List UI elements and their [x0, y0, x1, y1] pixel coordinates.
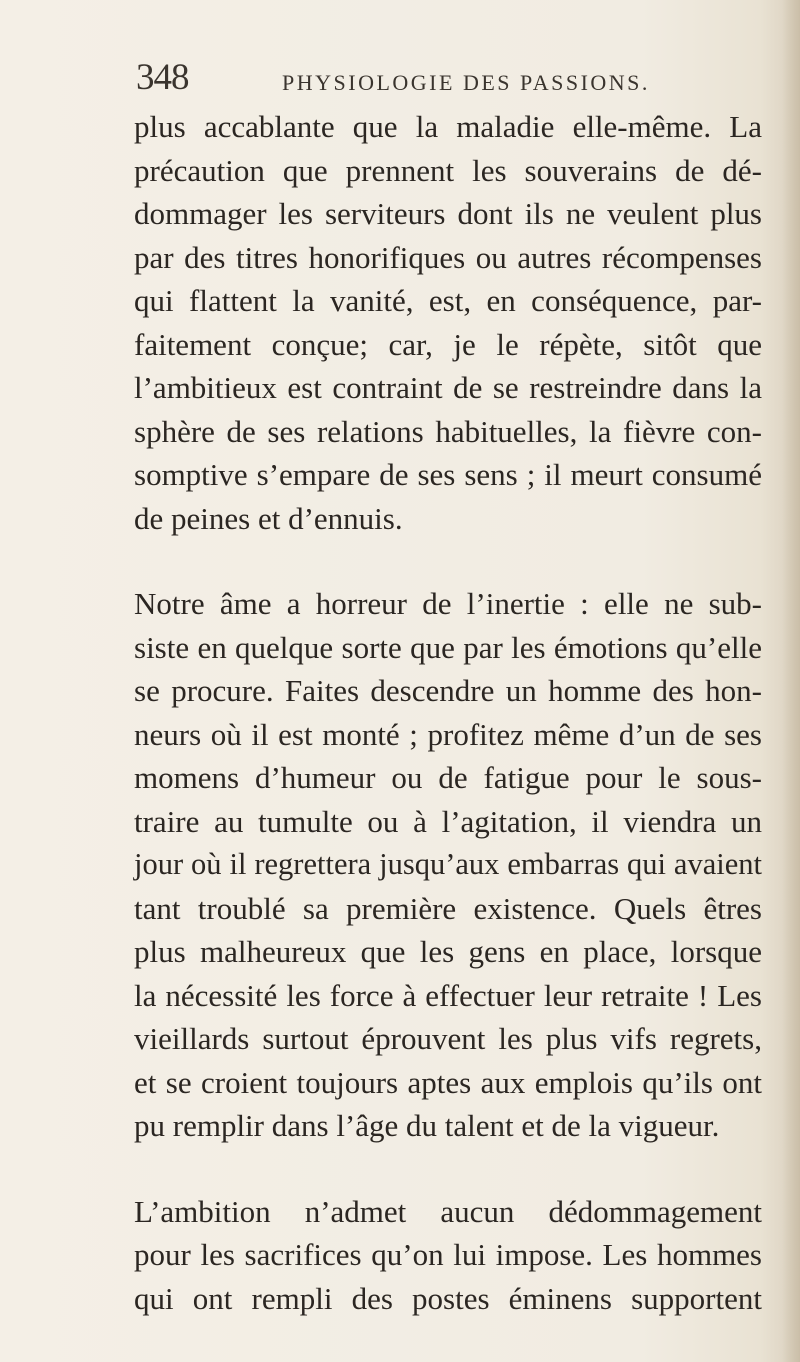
text-line: qui ont rempli des postes éminens supportent [134, 1280, 762, 1316]
text-line: siste en quelque sorte que par les émotions qu’elle [134, 629, 762, 665]
paragraph-3 [134, 1190, 762, 1321]
text-line: tant troublé sa première existence. Quels êtres [134, 890, 762, 926]
text-line: qui flattent la vanité, est, en conséquence, par- [134, 283, 762, 318]
text-line: L’ambition n’admet aucun dédommagement [134, 1193, 762, 1229]
text-line: de peines et d’ennuis. [134, 500, 403, 536]
text-line: momens d’humeur ou de fatigue pour le sous- [134, 760, 762, 795]
page-edge-shadow [782, 0, 800, 1362]
text-line: l’ambitieux est contraint de se restreindre dans la [134, 370, 762, 405]
running-title: PHYSIOLOGIE DES PASSIONS. [282, 70, 650, 95]
text-line: vieillards surtout éprouvent les plus vifs regrets, [134, 1021, 762, 1056]
paragraph-gap [134, 540, 762, 582]
text-line: plus accablante que la maladie elle-même. La [134, 109, 762, 144]
text-line: et se croient toujours aptes aux emplois qu’ils ont [134, 1064, 762, 1100]
text-line: jour où il regrettera jusqu’aux embarras qui avaient [134, 847, 762, 881]
text-line: précaution que prennent les souverains de dé- [134, 152, 762, 188]
text-line: la nécessité les force à effectuer leur retraite ! Les [134, 977, 762, 1013]
text-line: faitement conçue; car, je le répète, sitôt que [134, 326, 762, 362]
text-line: traire au tumulte ou à l’agitation, il viendra un [134, 803, 762, 839]
text-line: par des titres honorifiques ou autres récompenses [134, 239, 762, 275]
body-text [134, 105, 762, 1320]
text-line: pour les sacrifices qu’on lui impose. Les hommes [134, 1237, 762, 1272]
page-number: 348 [136, 57, 189, 98]
text-line: somptive s’empare de ses sens ; il meurt consumé [134, 457, 762, 492]
text-line: se procure. Faites descendre un homme des hon- [134, 673, 762, 708]
paragraph-gap [134, 1148, 762, 1190]
paragraph-1 [134, 105, 762, 540]
text-line: sphère de ses relations habituelles, la fièvre con- [134, 413, 762, 449]
text-line: dommager les serviteurs dont ils ne veulent plus [134, 196, 762, 231]
paragraph-2 [134, 582, 762, 1148]
text-line: pu remplir dans l’âge du talent et de la vigueur. [134, 1108, 720, 1143]
text-line: neurs où il est monté ; profitez même d’un de ses [134, 716, 762, 752]
text-line: plus malheureux que les gens en place, lorsque [134, 934, 762, 969]
text-line: Notre âme a horreur de l’inertie : elle ne sub- [134, 586, 762, 621]
